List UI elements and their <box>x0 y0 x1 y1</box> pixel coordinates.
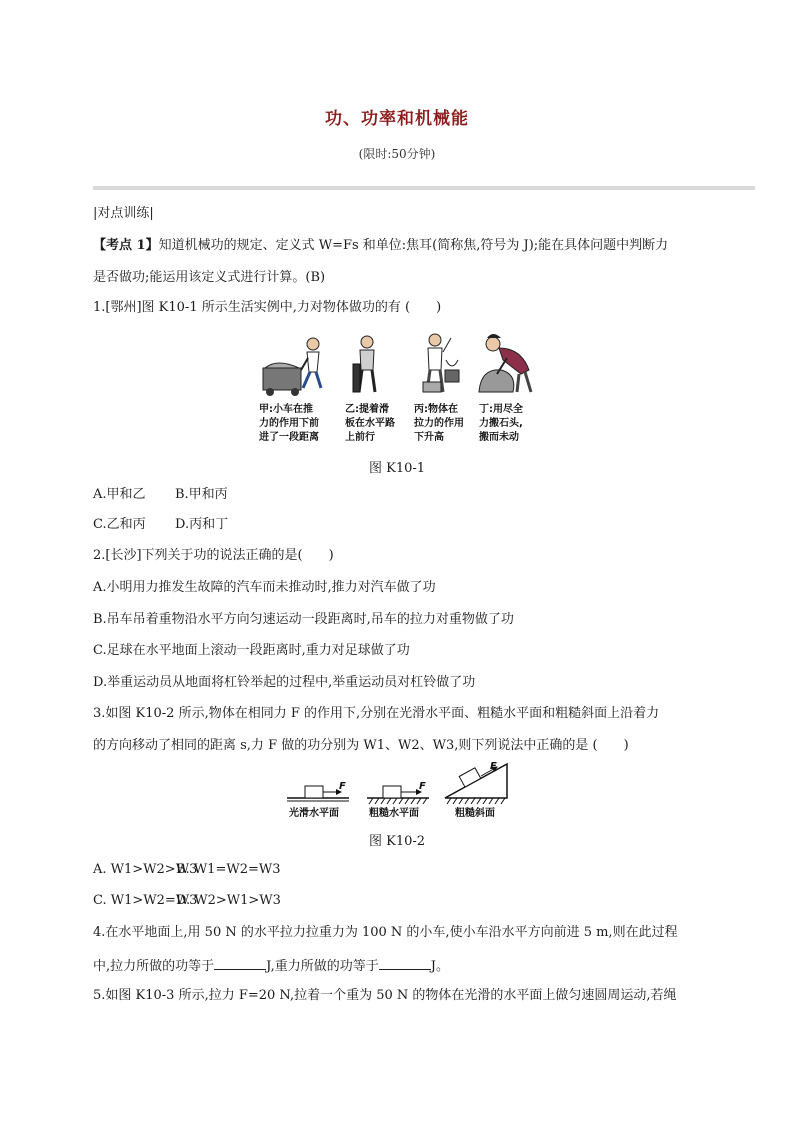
q4-text-2b: J,重力所做的功等于 <box>266 959 379 974</box>
q1-option-a: A.甲和乙 <box>93 487 146 502</box>
figure-lift-object <box>423 334 459 392</box>
fig2-label-smooth: 光滑水平面 <box>289 808 339 819</box>
exam-point-text-2: 是否做功;能运用该定义式进行计算。(B) <box>93 270 326 285</box>
figure-rough-plane <box>367 781 429 804</box>
exam-point-tag: 【考点 1】 <box>93 238 159 253</box>
figure-k10-2 <box>283 760 513 820</box>
fig1-label-d-1: 丁:用尽全 <box>479 404 523 415</box>
fig1-label-b-1: 乙:提着滑 <box>345 404 389 415</box>
q4-text-2a: 中,拉力所做的功等于 <box>93 959 215 974</box>
q1-stem: 1.[鄂州]图 K10-1 所示生活实例中,力对物体做功的有 ( ) <box>93 300 442 315</box>
fig1-label-d-3: 搬而未动 <box>479 432 519 443</box>
fig1-label-d-2: 力搬石头, <box>479 418 523 429</box>
section-label: |对点训练| <box>93 206 154 221</box>
fig1-label-a-3: 进了一段距离 <box>259 432 319 443</box>
q2-option-b: B.吊车吊着重物沿水平方向匀速运动一段距离时,吊车的拉力对重物做了功 <box>93 612 514 627</box>
q2-option-c: C.足球在水平地面上滚动一段距离时,重力对足球做了功 <box>93 643 410 658</box>
q3-option-b: B. W1=W2=W3 <box>176 862 281 877</box>
figure-smooth-plane <box>287 781 349 801</box>
exam-point-text-1: 知道机械功的规定、定义式 W=Fs 和单位:焦耳(简称焦,符号为 J);能在具体问题中判断力 <box>158 238 669 253</box>
q4-text-2c: J。 <box>430 959 449 974</box>
figure-k10-1-caption: 图 K10-1 <box>368 461 426 476</box>
time-limit: (限时:50分钟) <box>358 147 436 161</box>
force-label-2: F <box>419 781 426 792</box>
fig1-label-a-1: 甲:小车在推 <box>259 404 313 415</box>
force-label-1: F <box>339 781 346 792</box>
exam-point-1 <box>93 238 668 254</box>
figure-rough-incline <box>445 761 507 804</box>
q3-option-c: C. W1>W2=W3 <box>93 893 198 908</box>
q1-option-d: D.丙和丁 <box>175 517 229 532</box>
fig1-label-a-2: 力的作用下前 <box>259 418 319 429</box>
force-label-3: F <box>490 761 497 772</box>
q4-text-2 <box>93 957 449 975</box>
q3-option-d: D. W2>W1>W3 <box>176 893 281 908</box>
figure-cart-push <box>263 338 321 396</box>
figure-carry-board <box>353 336 375 392</box>
q1-option-c: C.乙和丙 <box>93 517 146 532</box>
q2-stem: 2.[长沙]下列关于功的说法正确的是( ) <box>93 548 334 563</box>
fig1-label-c-1: 丙:物体在 <box>414 404 458 415</box>
q3-stem-1: 3.如图 K10-2 所示,物体在相同力 F 的作用下,分别在光滑水平面、粗糙水平面和粗糙斜面上沿着力 <box>93 706 660 721</box>
figure-k10-1 <box>255 330 545 448</box>
fig1-label-b-2: 板在水平路 <box>345 418 395 429</box>
q4-text-1: 4.在水平地面上,用 50 N 的水平拉力拉重力为 100 N 的小车,使小车沿水平方向前进 5 m,则在此过程 <box>93 925 678 940</box>
fig1-label-b-3: 上前行 <box>345 432 375 443</box>
q3-option-a: A. W1>W2>W3 <box>93 862 198 877</box>
q2-option-a: A.小明用力推发生故障的汽车而未推动时,推力对汽车做了功 <box>93 580 436 595</box>
header-divider <box>93 186 755 190</box>
q2-option-d: D.举重运动员从地面将杠铃举起的过程中,举重运动员对杠铃做了功 <box>93 675 476 690</box>
figure-k10-2-caption: 图 K10-2 <box>368 834 426 849</box>
fig1-label-c-3: 下升高 <box>414 432 444 443</box>
fig2-label-rough: 粗糙水平面 <box>369 808 419 819</box>
page-title: 功、功率和机械能 <box>325 109 469 129</box>
q4-blank-2[interactable] <box>379 957 431 970</box>
figure-push-rock <box>479 334 531 392</box>
fig2-label-incline: 粗糙斜面 <box>455 808 495 819</box>
fig1-label-c-2: 拉力的作用 <box>414 418 464 429</box>
q3-stem-2: 的方向移动了相同的距离 s,力 F 做的功分别为 W1、W2、W3,则下列说法中正确的是 ( ) <box>93 738 629 753</box>
q5-text-1: 5.如图 K10-3 所示,拉力 F=20 N,拉着一个重为 50 N 的物体在光滑的水平面上做匀速圆周运动,若绳 <box>93 988 677 1003</box>
q4-blank-1[interactable] <box>214 957 266 970</box>
q1-option-b: B.甲和丙 <box>175 487 228 502</box>
